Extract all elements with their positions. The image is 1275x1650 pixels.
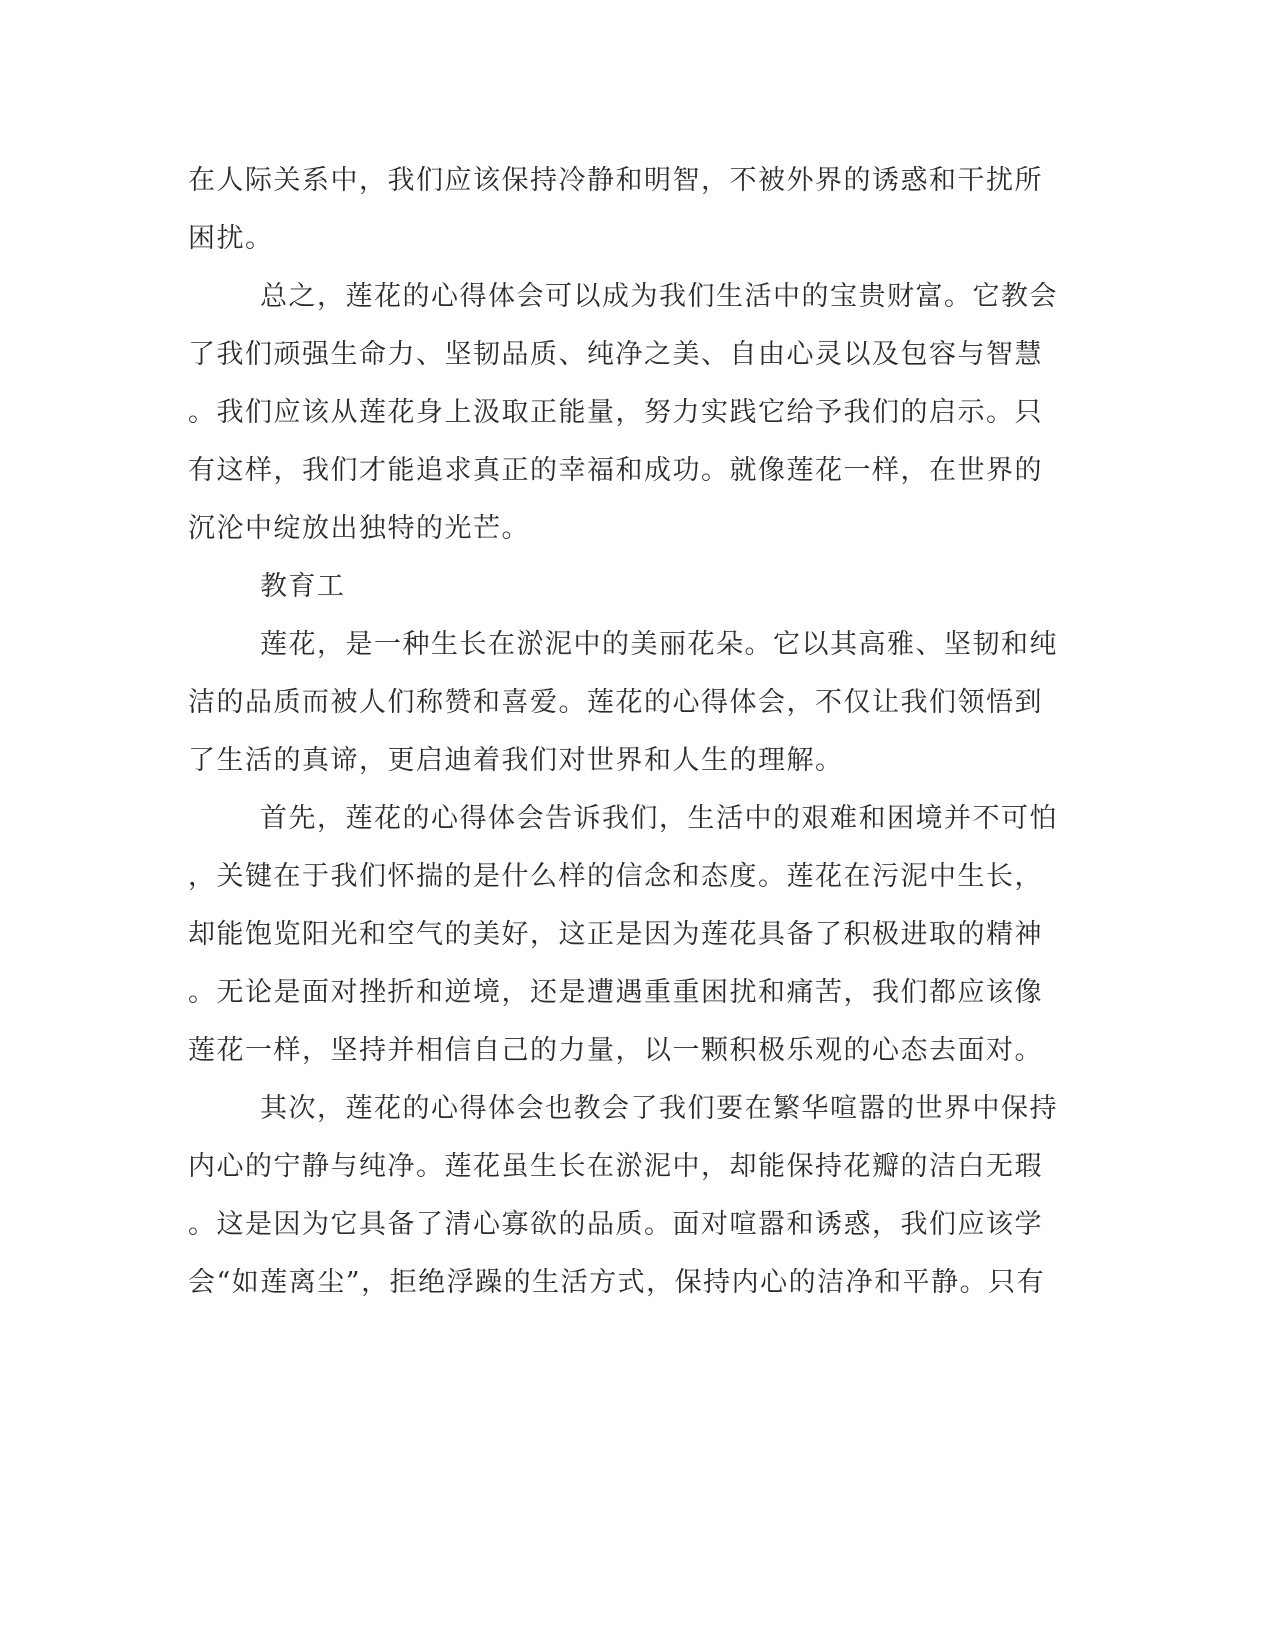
text-line: 。这是因为它具备了清心寡欲的品质。面对喧嚣和诱惑，我们应该学 xyxy=(188,1209,1043,1240)
document-body xyxy=(188,152,1068,1312)
text-line: 却能饱览阳光和空气的美好，这正是因为莲花具备了积极进取的精神 xyxy=(188,919,1043,950)
paragraph-start-line: 总之，莲花的心得体会可以成为我们生活中的宝贵财富。它教会 xyxy=(260,281,1058,312)
paragraph-start-line: 莲花，是一种生长在淤泥中的美丽花朵。它以其高雅、坚韧和纯 xyxy=(260,629,1058,660)
text-line: 困扰。 xyxy=(188,223,274,254)
text-line: 莲花一样，坚持并相信自己的力量，以一颗积极乐观的心态去面对。 xyxy=(188,1035,1043,1066)
text-line: 了生活的真谛，更启迪着我们对世界和人生的理解。 xyxy=(188,745,844,776)
text-line: 会“如莲离尘”，拒绝浮躁的生活方式，保持内心的洁净和平静。只有 xyxy=(188,1267,1046,1298)
text-line: 沉沦中绽放出独特的光芒。 xyxy=(188,513,530,544)
text-line: ，关键在于我们怀揣的是什么样的信念和态度。莲花在污泥中生长， xyxy=(188,861,1043,892)
paragraph-start-line: 其次，莲花的心得体会也教会了我们要在繁华喧嚣的世界中保持 xyxy=(260,1093,1058,1124)
text-line: 有这样，我们才能追求真正的幸福和成功。就像莲花一样，在世界的 xyxy=(188,455,1043,486)
text-line: 洁的品质而被人们称赞和喜爱。莲花的心得体会，不仅让我们领悟到 xyxy=(188,687,1043,718)
paragraph-start-line: 首先，莲花的心得体会告诉我们，生活中的艰难和困境并不可怕 xyxy=(260,803,1058,834)
text-line: 在人际关系中，我们应该保持冷静和明智，不被外界的诱惑和干扰所 xyxy=(188,165,1043,196)
text-line: 。我们应该从莲花身上汲取正能量，努力实践它给予我们的启示。只 xyxy=(188,397,1043,428)
text-line: 了我们顽强生命力、坚韧品质、纯净之美、自由心灵以及包容与智慧 xyxy=(188,339,1043,370)
text-line: 。无论是面对挫折和逆境，还是遭遇重重困扰和痛苦，我们都应该像 xyxy=(188,977,1043,1008)
text-line: 内心的宁静与纯净。莲花虽生长在淤泥中，却能保持花瓣的洁白无瑕 xyxy=(188,1151,1043,1182)
section-heading: 教育工 xyxy=(260,571,346,602)
